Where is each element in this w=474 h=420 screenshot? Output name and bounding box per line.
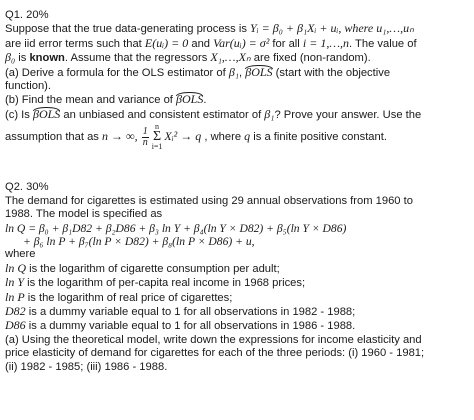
q1-part-c: (c) Is βOLS an unbiased and consistent estimator of β₁? Prove your answer. Use the [5,106,422,121]
one-over-n-fraction: $\frac{1}{n}$ [142,125,148,148]
q2-header: Q2. 30% [5,181,49,194]
beta-ols-hat: βOLS [176,92,204,107]
known-emphasis: known [29,52,65,65]
q2-def-lnp: ln P is the logarithm of real price of cigarettes; [5,289,233,304]
q1-beta0-line: β₀ is known. Assume that the regressors X₁,…,Xₙ are fixed (non-random). [5,50,371,65]
q2-def-lny: ln Y is the logarithm of per-capita real income in 1968 prices; [5,275,306,290]
q2-where: where [5,248,36,261]
q2-para-line-1: The demand for cigarettes is estimated using 29 annual observations from 1960 to [5,194,413,207]
document-body [5,0,471,374]
q2-part-a-line-1: (a) Using the theoretical model, write down the expressions for income elasticity and [5,333,422,346]
q1-error-terms-line: are iid error terms such that E(uᵢ) = 0 and Var(uᵢ) = σ² for all i = 1,…,n. The value of [5,35,417,50]
q1-part-a-cont: function). [5,80,52,93]
q2-def-lnq: ln Q is the logarithm of cigarette consumption per adult; [5,260,280,275]
dgp-equation: Yᵢ = β₀ + β₁Xᵢ + uᵢ [250,21,339,36]
q1-part-b: (b) Find the mean and variance of βOLS. [5,92,207,107]
q1-part-a: (a) Derive a formula for the OLS estimator of β₁, βOLS (start with the objective [5,64,391,79]
q2-part-a-line-2: price elasticity of demand for cigarettes for each of the three periods: (i) 1960 - 1981; [5,347,425,360]
q2-def-d82: D82 is a dummy variable equal to 1 for all observations in 1982 - 1988; [5,303,356,318]
beta-ols-hat: βOLS [245,64,273,79]
summation-symbol: n Σ i=1 [151,122,163,152]
q1-part-c-assumption: assumption that as n → ∞, $\frac{1}{n}$ n Σ i=1 Xᵢ² → q , where q is a finite positive constant. [5,122,387,152]
q1-header: Q1. 20% [5,9,49,21]
q2-def-d86: D86 is a dummy variable equal to 1 for all observations in 1986 - 1988. [5,318,356,333]
q1-intro-line: Suppose that the true data-generating process is Yᵢ = β₀ + β₁Xᵢ + uᵢ, where u₁,…,uₙ [5,21,414,36]
q2-model-equation-1: ln Q = β₀ + β₁D82 + β₂D86 + β₃ ln Y + β₄(ln Y × D82) + β₅(ln Y × D86) [5,221,347,235]
q2-model-equation-2: + β₆ ln P + β₇(ln P × D82) + β₈(ln P × D86) + u, [23,234,255,248]
q2-para-line-2: 1988. The model is specified as [5,208,163,221]
q2-part-a-line-3: (ii) 1982 - 1985; (iii) 1986 - 1988. [5,360,168,373]
beta-ols-hat: βOLS [32,106,61,121]
